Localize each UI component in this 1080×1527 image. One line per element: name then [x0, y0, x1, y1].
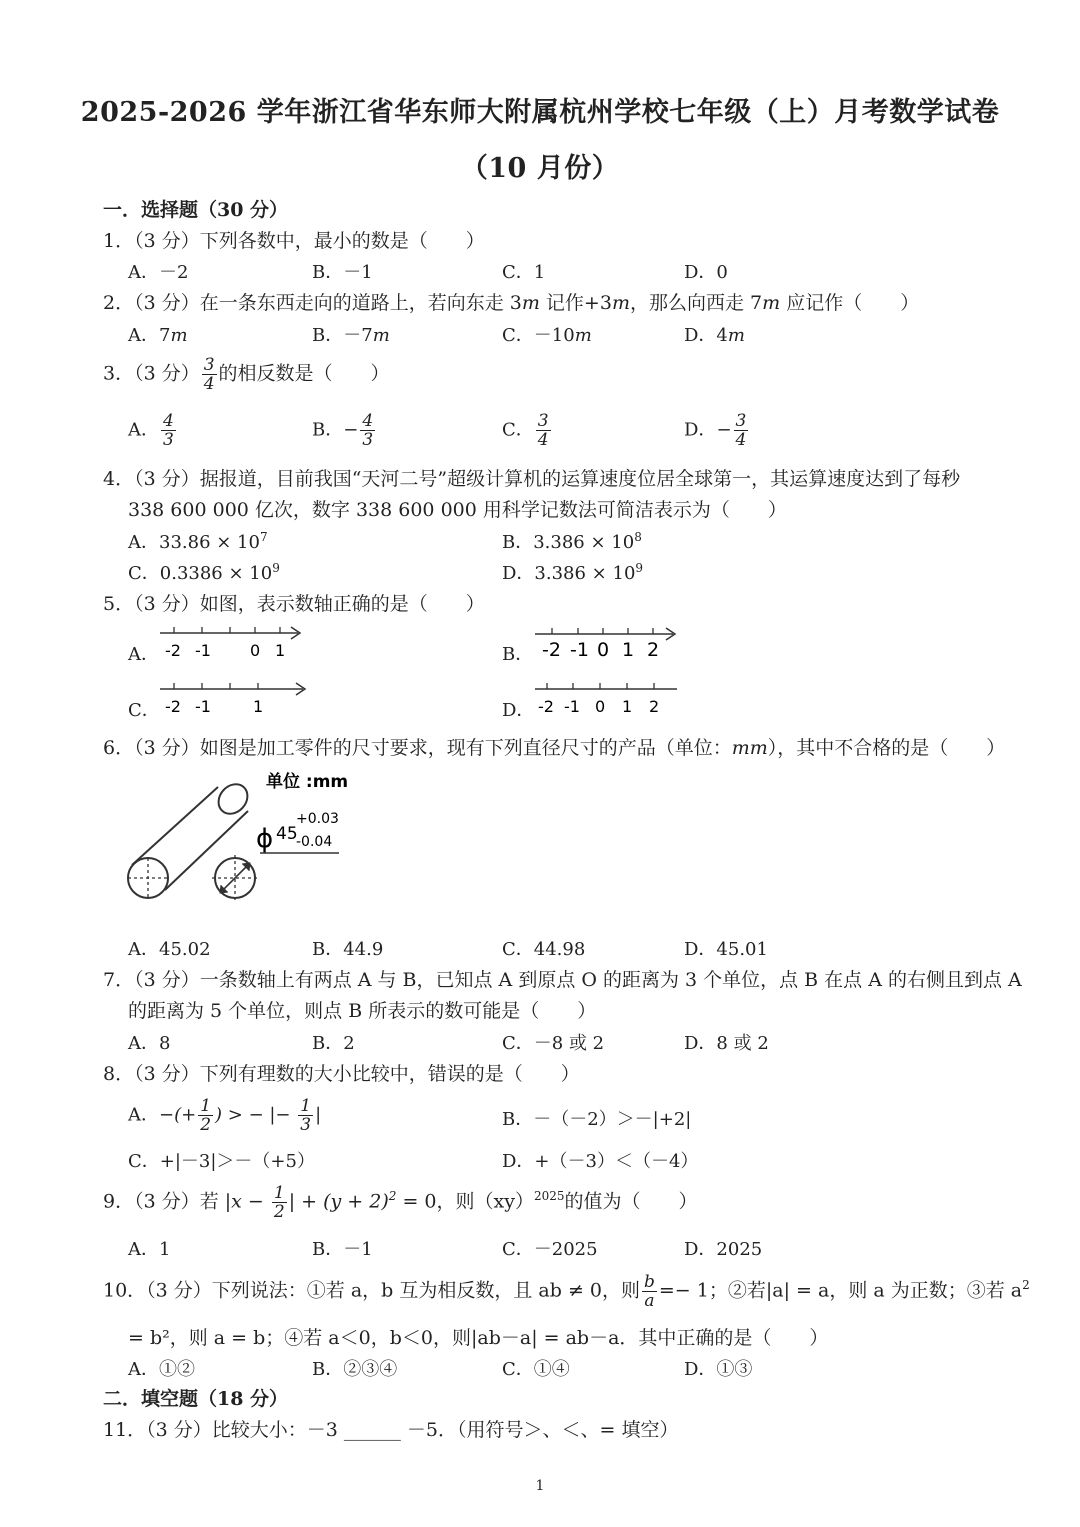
- question-7-line-1: 7．（3 分）一条数轴上有两点 A 与 B，已知点 A 到原点 O 的距离为 3 个单位，点 B 在点 A 的右侧且到点 A: [103, 969, 1022, 991]
- q3-option-b: B．− $\frac{4}{3}$: [312, 411, 374, 450]
- axis-d-label: -1: [564, 697, 580, 716]
- q3-option-d: D．− $\frac{3}{4}$: [684, 411, 747, 450]
- number-line-b: [530, 622, 690, 664]
- number-line-a: [155, 622, 315, 664]
- nominal-diameter: 45: [276, 824, 298, 844]
- q6-option-a: A．45.02: [128, 939, 211, 960]
- q2-option-b: B．－7m: [312, 325, 390, 346]
- axis-b-label: 2: [647, 639, 660, 661]
- section-heading-choice: 一．选择题（30 分）: [103, 199, 289, 221]
- question-4-line-1: 4．（3 分）据报道，目前我国“天河二号”超级计算机的运算速度位居全球第一，其运算速度达到了每秒: [103, 468, 961, 490]
- q2-option-d: D．4m: [684, 325, 745, 346]
- question-10-line-2: = b²，则 a = b；④若 a＜0，b＜0，则|ab－a| = ab－a．其中正确的是（ ）: [128, 1327, 829, 1349]
- q9-option-c: C．－2025: [502, 1239, 598, 1260]
- q7-option-a: A．8: [128, 1033, 171, 1054]
- q2-option-c: C．－10m: [502, 325, 592, 346]
- q6-option-d: D．45.01: [684, 939, 768, 960]
- question-4-line-2: 338 600 000 亿次，数字 338 600 000 用科学记数法可简洁表示为（ ）: [128, 499, 787, 521]
- q7-option-b: B．2: [312, 1033, 355, 1054]
- axis-d-label: 2: [649, 697, 660, 716]
- cross-section-circle: [212, 855, 258, 901]
- question-11-stem: 11．（3 分）比较大小：－3 ______ －5．（用符号＞、＜、= 填空）: [103, 1419, 679, 1441]
- axis-b-label: -1: [570, 639, 589, 661]
- number-line-d: [530, 678, 690, 720]
- q1-option-c: C．1: [502, 262, 546, 283]
- question-5-stem: 5．（3 分）如图，表示数轴正确的是（ ）: [103, 593, 485, 615]
- q5-option-a-label: A．: [128, 644, 159, 665]
- lower-tolerance: -0.04: [296, 834, 333, 850]
- axis-a-label: 1: [275, 641, 286, 660]
- axis-c-label: 1: [253, 697, 264, 716]
- question-9-stem: 9．（3 分）若 |x − $\frac{1}{2}$ | + $(y + 2)^2 = 0$，则（xy）$^{2025}$的值为（ ）: [103, 1183, 698, 1222]
- figure-unit-label: 单位 :mm: [266, 772, 349, 792]
- q9-option-b: B．－1: [312, 1239, 373, 1260]
- axis-a-label: -2: [165, 641, 181, 660]
- axis-b-label: 0: [597, 639, 610, 661]
- question-10-line-1: 10．（3 分）下列说法：①若 a，b 互为相反数，且 ab ≠ 0，则 $\frac{b}{a}$ =− 1；②若|a| = a，则 a 为正数；③若 $a^2$: [103, 1272, 1030, 1311]
- q8-option-b: B．－（－2）＞－|+2|: [502, 1109, 692, 1130]
- q1-option-d: D．0: [684, 262, 728, 283]
- q9-option-a: A．1: [128, 1239, 171, 1260]
- q6-option-b: B．44.9: [312, 939, 384, 960]
- question-6-stem: 6．（3 分）如图是加工零件的尺寸要求，现有下列直径尺寸的产品（单位：mm），其中不合格的是（ ）: [103, 737, 1006, 759]
- q4-option-c: C．$0.3386 \times 10^9$: [128, 561, 280, 584]
- q8-option-c: C．+|－3|＞－（+5）: [128, 1151, 315, 1172]
- q4-option-a: A．$33.86 \times 10^7$: [128, 530, 268, 553]
- q4-option-b: B．$3.386 \times 10^8$: [502, 530, 642, 553]
- q5-option-d-label: D．: [502, 700, 535, 721]
- q3-fraction: $\frac{3}{4}$: [203, 355, 215, 394]
- answer-blank[interactable]: ______: [343, 1419, 401, 1441]
- axis-b-label: -2: [542, 639, 561, 661]
- axis-d-label: 1: [622, 697, 633, 716]
- question-7-line-2: 的距离为 5 个单位，则点 B 所表示的数可能是（ ）: [128, 1000, 597, 1022]
- q10-option-d: D．①③: [684, 1359, 753, 1380]
- section-heading-fill-blank: 二．填空题（18 分）: [103, 1388, 289, 1410]
- question-1-stem: 1．（3 分）下列各数中，最小的数是（ ）: [103, 230, 485, 252]
- question-3-stem: 3．（3 分） $\frac{3}{4}$ 的相反数是（ ）: [103, 355, 390, 394]
- q2-option-a: A．7m: [128, 325, 188, 346]
- axis-d-label: -2: [538, 697, 554, 716]
- question-2-stem: 2．（3 分）在一条东西走向的道路上，若向东走 3m 记作+3m，那么向西走 7m 应记作（ ）: [103, 292, 920, 314]
- q8-option-d: D．+（－3）＜（－4）: [502, 1151, 699, 1172]
- q9-option-d: D．2025: [684, 1239, 763, 1260]
- q10-option-a: A．①②: [128, 1359, 195, 1380]
- part-dimension-figure: [120, 765, 360, 915]
- q7-option-d: D．8 或 2: [684, 1033, 769, 1054]
- axis-b-label: 1: [622, 639, 635, 661]
- number-line-c: [155, 678, 315, 720]
- q6-option-c: C．44.98: [502, 939, 586, 960]
- q1-option-b: B．－1: [312, 262, 373, 283]
- q5-option-b-label: B．: [502, 644, 534, 665]
- q3-option-c: C． $\frac{3}{4}$: [502, 411, 549, 450]
- axis-d-label: 0: [595, 697, 606, 716]
- axis-c-label: -1: [195, 697, 211, 716]
- page-number: 1: [535, 1478, 545, 1494]
- q1-option-a: A．－2: [128, 262, 189, 283]
- diameter-symbol: ϕ: [256, 824, 274, 854]
- axis-c-label: -2: [165, 697, 181, 716]
- q5-option-c-label: C．: [128, 700, 160, 721]
- exam-subtitle: （10 月份）: [460, 153, 620, 184]
- q10-option-b: B．②③④: [312, 1359, 398, 1380]
- q7-option-c: C．－8 或 2: [502, 1033, 605, 1054]
- q3-option-a: A． $\frac{4}{3}$: [128, 411, 174, 450]
- axis-a-label: -1: [195, 641, 211, 660]
- question-8-stem: 8．（3 分）下列有理数的大小比较中，错误的是（ ）: [103, 1063, 580, 1085]
- upper-tolerance: +0.03: [296, 811, 339, 827]
- q4-option-d: D．$3.386 \times 10^9$: [502, 561, 644, 584]
- q8-option-a: A．−(+ $\frac{1}{2}$ ) > − |− $\frac{1}{3}$ |: [128, 1096, 322, 1135]
- q10-option-c: C．①④: [502, 1359, 570, 1380]
- exam-title: 2025-2026 学年浙江省华东师大附属杭州学校七年级（上）月考数学试卷: [80, 97, 1000, 128]
- axis-a-label: 0: [250, 641, 261, 660]
